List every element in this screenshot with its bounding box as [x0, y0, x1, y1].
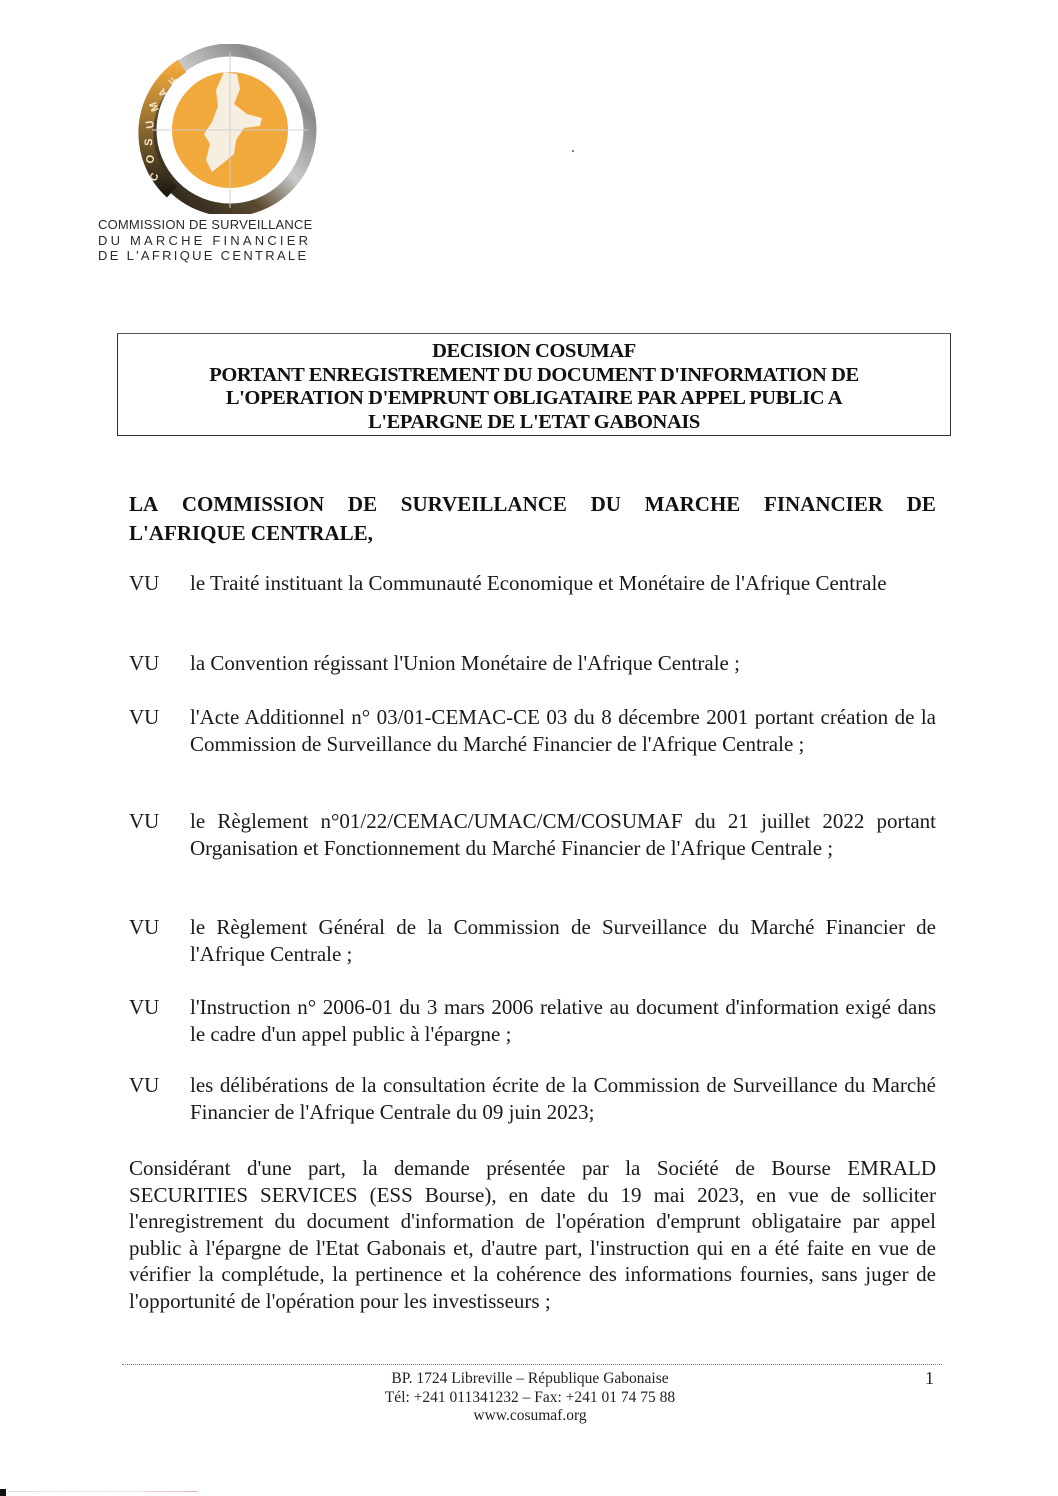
scan-artifact	[0, 1489, 6, 1496]
footer	[200, 1370, 860, 1426]
title-line: L'OPERATION D'EMPRUNT OBLIGATAIRE PAR APPEL PUBLIC A	[225, 387, 843, 409]
vu-clause-text: le Règlement Général de la Commission de Surveillance du Marché Financier de l'Afrique Centrale ;	[190, 915, 936, 966]
vu-clause	[129, 808, 936, 861]
organization-name	[98, 217, 338, 264]
footer-divider	[122, 1364, 942, 1365]
org-name-line: DE L'AFRIQUE CENTRALE	[98, 248, 309, 263]
vu-label: VU	[129, 809, 160, 833]
scan-speck	[572, 150, 574, 152]
vu-label: VU	[129, 571, 160, 595]
vu-clause-text: le Traité instituant la Communauté Economique et Monétaire de l'Afrique Centrale	[190, 571, 887, 595]
preamble-word: FINANCIER	[764, 492, 884, 516]
preamble-line-2: L'AFRIQUE CENTRALE,	[129, 521, 373, 545]
vu-clause	[129, 914, 936, 967]
preamble-word: DE	[347, 492, 378, 516]
org-name-line: DU MARCHE FINANCIER	[98, 232, 312, 248]
vu-clause-text: la Convention régissant l'Union Monétaire de l'Afrique Centrale ;	[190, 651, 740, 675]
decision-title-box	[117, 333, 951, 436]
vu-label: VU	[129, 705, 160, 729]
svg-text:A: A	[156, 85, 171, 99]
footer-website-link[interactable]: www.cosumaf.org	[473, 1407, 587, 1424]
svg-text:C: C	[147, 171, 162, 184]
preamble-line-1	[129, 490, 936, 519]
vu-clause	[129, 570, 936, 597]
vu-clause	[129, 1072, 936, 1125]
title-line: L'EPARGNE DE L'ETAT GABONAIS	[368, 410, 700, 433]
vu-clause-text: le Règlement n°01/22/CEMAC/UMAC/CM/COSUMAF du 21 juillet 2022 portant Organisation et Fonctionnement du Marché Financier de l'Afrique Centrale ;	[190, 809, 936, 860]
vu-clause-text: les délibérations de la consultation écrite de la Commission de Surveillance du Marché Financier de l'Afrique Centrale du 09 juin 2023;	[190, 1073, 936, 1124]
vu-label: VU	[129, 651, 160, 675]
vu-clause-text: l'Instruction n° 2006-01 du 3 mars 2006 relative au document d'information exigé dans le cadre d'un appel public à l'épargne ;	[190, 995, 936, 1046]
preamble-heading	[129, 490, 936, 548]
page-number: 1	[925, 1368, 934, 1388]
vu-clause	[129, 650, 936, 677]
preamble-word: DU	[590, 492, 621, 516]
cosumaf-globe-logo-icon	[112, 44, 322, 214]
svg-text:M: M	[147, 100, 162, 114]
preamble-word: SURVEILLANCE	[400, 492, 567, 516]
preamble-word: MARCHE	[644, 492, 741, 516]
svg-text:U: U	[143, 119, 157, 130]
vu-label: VU	[129, 995, 160, 1019]
svg-text:F: F	[166, 72, 181, 87]
vu-label: VU	[129, 915, 160, 939]
svg-text:O: O	[144, 154, 158, 165]
vu-clause	[129, 994, 936, 1047]
footer-address: BP. 1724 Libreville – République Gabonaise	[391, 1370, 669, 1387]
footer-contact: Tél: +241 011341232 – Fax: +241 01 74 75 88	[384, 1388, 676, 1406]
preamble-word: LA	[129, 492, 159, 516]
scan-edge-artifact	[8, 1491, 198, 1492]
vu-clause-text: l'Acte Additionnel n° 03/01-CEMAC-CE 03 du 8 décembre 2001 portant création de la Commission de Surveillance du Marché Financier de l'Afrique Centrale ;	[190, 705, 936, 756]
preamble-word: COMMISSION	[181, 492, 325, 516]
cosumaf-logo	[112, 44, 322, 214]
svg-text:S: S	[143, 138, 156, 147]
org-name-line: COMMISSION DE SURVEILLANCE	[98, 217, 313, 232]
vu-label: VU	[129, 1073, 160, 1097]
considerant-paragraph: Considérant d'une part, la demande présentée par la Société de Bourse EMRALD SECURITIES SERVICES (ESS Bourse), en date du 19 mai 2023, en vue de solliciter l'enregistrement du document d'information de l'opération d'emprunt obligataire par appel public à l'épargne de l'Etat Gabonais et, d'autre part, l'instruction qui en a été faite en vue de vérifier la complétude, la pertinence et la cohérence des informations fournies, sans juger de l'opportunité de l'opération pour les investisseurs ;	[129, 1156, 936, 1313]
title-line: PORTANT ENREGISTREMENT DU DOCUMENT D'INFORMATION DE	[209, 363, 859, 386]
vu-clause	[129, 704, 936, 757]
title-line: DECISION COSUMAF	[432, 340, 636, 362]
preamble-word: DE	[906, 492, 936, 516]
